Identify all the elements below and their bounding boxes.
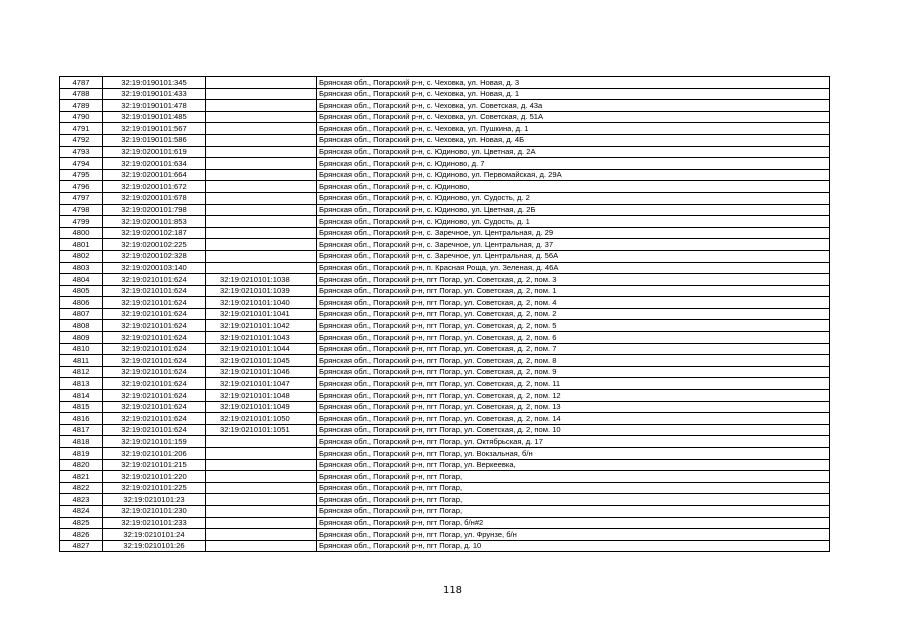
address-cell: Брянская обл., Погарский р-н, п. Красная Роща, ул. Зеленая, д. 46А	[317, 262, 830, 274]
cadastral-number-cell: 32:19:0200101:672	[103, 181, 206, 193]
cadastral-number-cell: 32:19:0200102:187	[103, 227, 206, 239]
cadastral-number-cell: 32:19:0190101:345	[103, 77, 206, 89]
room-cadastral-number-cell	[206, 540, 317, 552]
cadastral-number-cell: 32:19:0210101:624	[103, 355, 206, 367]
row-number-cell: 4787	[60, 77, 103, 89]
room-cadastral-number-cell: 32:19:0210101:1051	[206, 424, 317, 436]
row-number-cell: 4827	[60, 540, 103, 552]
address-cell: Брянская обл., Погарский р-н, с. Заречное, ул. Центральная, д. 29	[317, 227, 830, 239]
cadastral-number-cell: 32:19:0210101:624	[103, 424, 206, 436]
row-number-cell: 4788	[60, 88, 103, 100]
row-number-cell: 4809	[60, 332, 103, 344]
row-number-cell: 4800	[60, 227, 103, 239]
row-number-cell: 4817	[60, 424, 103, 436]
row-number-cell: 4808	[60, 320, 103, 332]
cadastral-number-cell: 32:19:0210101:24	[103, 529, 206, 541]
room-cadastral-number-cell	[206, 239, 317, 251]
room-cadastral-number-cell	[206, 517, 317, 529]
cadastral-number-cell: 32:19:0210101:225	[103, 482, 206, 494]
cadastral-number-cell: 32:19:0200102:225	[103, 239, 206, 251]
table-row	[60, 250, 830, 262]
row-number-cell: 4807	[60, 308, 103, 320]
room-cadastral-number-cell	[206, 111, 317, 123]
row-number-cell: 4806	[60, 297, 103, 309]
address-cell: Брянская обл., Погарский р-н, пгт Погар, д. 10	[317, 540, 830, 552]
address-cell: Брянская обл., Погарский р-н, с. Юдиново, ул. Первомайская, д. 29А	[317, 169, 830, 181]
address-cell: Брянская обл., Погарский р-н, пгт Погар,	[317, 482, 830, 494]
cadastral-number-cell: 32:19:0210101:624	[103, 332, 206, 344]
row-number-cell: 4795	[60, 169, 103, 181]
table-row	[60, 181, 830, 193]
table-row	[60, 332, 830, 344]
row-number-cell: 4803	[60, 262, 103, 274]
row-number-cell: 4789	[60, 100, 103, 112]
address-cell: Брянская обл., Погарский р-н, с. Юдиново,	[317, 181, 830, 193]
cadastral-number-cell: 32:19:0200101:853	[103, 216, 206, 228]
address-cell: Брянская обл., Погарский р-н, пгт Погар, ул. Советская, д. 2, пом. 6	[317, 332, 830, 344]
row-number-cell: 4824	[60, 505, 103, 517]
room-cadastral-number-cell: 32:19:0210101:1044	[206, 343, 317, 355]
room-cadastral-number-cell	[206, 227, 317, 239]
row-number-cell: 4825	[60, 517, 103, 529]
room-cadastral-number-cell	[206, 448, 317, 460]
cadastral-number-cell: 32:19:0190101:433	[103, 88, 206, 100]
address-cell: Брянская обл., Погарский р-н, пгт Погар, ул. Советская, д. 2, пом. 14	[317, 413, 830, 425]
table-row	[60, 540, 830, 552]
room-cadastral-number-cell	[206, 216, 317, 228]
address-cell: Брянская обл., Погарский р-н, пгт Погар, б/н#2	[317, 517, 830, 529]
table-row	[60, 134, 830, 146]
cadastral-number-cell: 32:19:0210101:215	[103, 459, 206, 471]
table-row	[60, 285, 830, 297]
room-cadastral-number-cell	[206, 77, 317, 89]
cadastral-number-cell: 32:19:0190101:485	[103, 111, 206, 123]
cadastral-number-cell: 32:19:0210101:26	[103, 540, 206, 552]
row-number-cell: 4821	[60, 471, 103, 483]
address-cell: Брянская обл., Погарский р-н, пгт Погар, ул. Советская, д. 2, пом. 13	[317, 401, 830, 413]
row-number-cell: 4796	[60, 181, 103, 193]
address-cell: Брянская обл., Погарский р-н, пгт Погар,	[317, 494, 830, 506]
address-cell: Брянская обл., Погарский р-н, пгт Погар,	[317, 471, 830, 483]
address-cell: Брянская обл., Погарский р-н, пгт Погар, ул. Советская, д. 2, пом. 4	[317, 297, 830, 309]
address-cell: Брянская обл., Погарский р-н, с. Юдиново, ул. Судость, д. 1	[317, 216, 830, 228]
table-row	[60, 459, 830, 471]
table-row	[60, 505, 830, 517]
room-cadastral-number-cell	[206, 123, 317, 135]
address-cell: Брянская обл., Погарский р-н, с. Заречное, ул. Центральная, д. 37	[317, 239, 830, 251]
table-row	[60, 111, 830, 123]
row-number-cell: 4801	[60, 239, 103, 251]
cadastral-number-cell: 32:19:0200101:678	[103, 192, 206, 204]
row-number-cell: 4813	[60, 378, 103, 390]
cadastral-number-cell: 32:19:0210101:624	[103, 308, 206, 320]
page-number: 118	[442, 585, 463, 596]
table-row	[60, 227, 830, 239]
room-cadastral-number-cell	[206, 482, 317, 494]
table-row	[60, 366, 830, 378]
room-cadastral-number-cell	[206, 192, 317, 204]
address-cell: Брянская обл., Погарский р-н, с. Чеховка, ул. Новая, д. 1	[317, 88, 830, 100]
cadastral-number-cell: 32:19:0190101:478	[103, 100, 206, 112]
table-row	[60, 123, 830, 135]
cadastral-number-cell: 32:19:0200103:140	[103, 262, 206, 274]
cadastral-number-cell: 32:19:0200102:328	[103, 250, 206, 262]
table-row	[60, 216, 830, 228]
table-row	[60, 401, 830, 413]
room-cadastral-number-cell	[206, 204, 317, 216]
room-cadastral-number-cell: 32:19:0210101:1039	[206, 285, 317, 297]
table-row	[60, 158, 830, 170]
table-row	[60, 308, 830, 320]
table-row	[60, 378, 830, 390]
registry-table-body	[60, 77, 830, 552]
address-cell: Брянская обл., Погарский р-н, пгт Погар, ул. Советская, д. 2, пом. 1	[317, 285, 830, 297]
address-cell: Брянская обл., Погарский р-н, пгт Погар, ул. Советская, д. 2, пом. 9	[317, 366, 830, 378]
cadastral-number-cell: 32:19:0190101:586	[103, 134, 206, 146]
row-number-cell: 4816	[60, 413, 103, 425]
cadastral-number-cell: 32:19:0210101:23	[103, 494, 206, 506]
room-cadastral-number-cell: 32:19:0210101:1041	[206, 308, 317, 320]
table-row	[60, 436, 830, 448]
row-number-cell: 4791	[60, 123, 103, 135]
table-row	[60, 146, 830, 158]
table-row	[60, 471, 830, 483]
cadastral-number-cell: 32:19:0210101:624	[103, 413, 206, 425]
cadastral-number-cell: 32:19:0210101:624	[103, 274, 206, 286]
room-cadastral-number-cell: 32:19:0210101:1038	[206, 274, 317, 286]
cadastral-number-cell: 32:19:0200101:798	[103, 204, 206, 216]
row-number-cell: 4826	[60, 529, 103, 541]
cadastral-number-cell: 32:19:0210101:230	[103, 505, 206, 517]
cadastral-number-cell: 32:19:0210101:624	[103, 297, 206, 309]
table-row	[60, 482, 830, 494]
row-number-cell: 4820	[60, 459, 103, 471]
cadastral-number-cell: 32:19:0210101:624	[103, 366, 206, 378]
table-row	[60, 262, 830, 274]
room-cadastral-number-cell: 32:19:0210101:1043	[206, 332, 317, 344]
row-number-cell: 4819	[60, 448, 103, 460]
row-number-cell: 4797	[60, 192, 103, 204]
row-number-cell: 4804	[60, 274, 103, 286]
table-row	[60, 413, 830, 425]
room-cadastral-number-cell: 32:19:0210101:1047	[206, 378, 317, 390]
row-number-cell: 4799	[60, 216, 103, 228]
table-row	[60, 169, 830, 181]
room-cadastral-number-cell	[206, 262, 317, 274]
address-cell: Брянская обл., Погарский р-н, пгт Погар, ул. Вокзальная, б/н	[317, 448, 830, 460]
room-cadastral-number-cell	[206, 146, 317, 158]
table-row	[60, 390, 830, 402]
address-cell: Брянская обл., Погарский р-н, пгт Погар,	[317, 505, 830, 517]
table-row	[60, 343, 830, 355]
table-row	[60, 494, 830, 506]
address-cell: Брянская обл., Погарский р-н, пгт Погар, ул. Советская, д. 2, пом. 5	[317, 320, 830, 332]
address-cell: Брянская обл., Погарский р-н, с. Чеховка, ул. Новая, д. 3	[317, 77, 830, 89]
row-number-cell: 4802	[60, 250, 103, 262]
table-row	[60, 77, 830, 89]
room-cadastral-number-cell: 32:19:0210101:1048	[206, 390, 317, 402]
table-row	[60, 239, 830, 251]
cadastral-number-cell: 32:19:0210101:220	[103, 471, 206, 483]
row-number-cell: 4822	[60, 482, 103, 494]
address-cell: Брянская обл., Погарский р-н, пгт Погар, ул. Веркеевка,	[317, 459, 830, 471]
room-cadastral-number-cell	[206, 158, 317, 170]
table-row	[60, 448, 830, 460]
room-cadastral-number-cell	[206, 134, 317, 146]
room-cadastral-number-cell: 32:19:0210101:1049	[206, 401, 317, 413]
row-number-cell: 4793	[60, 146, 103, 158]
address-cell: Брянская обл., Погарский р-н, пгт Погар, ул. Советская, д. 2, пом. 3	[317, 274, 830, 286]
cadastral-number-cell: 32:19:0200101:634	[103, 158, 206, 170]
room-cadastral-number-cell	[206, 100, 317, 112]
cadastral-number-cell: 32:19:0210101:233	[103, 517, 206, 529]
address-cell: Брянская обл., Погарский р-н, пгт Погар, ул. Фрунзе, б/н	[317, 529, 830, 541]
cadastral-number-cell: 32:19:0210101:624	[103, 320, 206, 332]
cadastral-number-cell: 32:19:0210101:624	[103, 343, 206, 355]
table-row	[60, 297, 830, 309]
address-cell: Брянская обл., Погарский р-н, с. Чеховка, ул. Советская, д. 51А	[317, 111, 830, 123]
room-cadastral-number-cell: 32:19:0210101:1045	[206, 355, 317, 367]
address-cell: Брянская обл., Погарский р-н, с. Заречное, ул. Центральная, д. 56А	[317, 250, 830, 262]
address-cell: Брянская обл., Погарский р-н, пгт Погар, ул. Советская, д. 2, пом. 11	[317, 378, 830, 390]
cadastral-number-cell: 32:19:0210101:624	[103, 285, 206, 297]
row-number-cell: 4810	[60, 343, 103, 355]
address-cell: Брянская обл., Погарский р-н, пгт Погар, ул. Советская, д. 2, пом. 10	[317, 424, 830, 436]
table-row	[60, 320, 830, 332]
room-cadastral-number-cell	[206, 181, 317, 193]
address-cell: Брянская обл., Погарский р-н, с. Чеховка, ул. Новая, д. 4Б	[317, 134, 830, 146]
cadastral-number-cell: 32:19:0200101:664	[103, 169, 206, 181]
room-cadastral-number-cell: 32:19:0210101:1050	[206, 413, 317, 425]
row-number-cell: 4811	[60, 355, 103, 367]
row-number-cell: 4805	[60, 285, 103, 297]
address-cell: Брянская обл., Погарский р-н, пгт Погар, ул. Советская, д. 2, пом. 2	[317, 308, 830, 320]
room-cadastral-number-cell	[206, 529, 317, 541]
address-cell: Брянская обл., Погарский р-н, пгт Погар, ул. Советская, д. 2, пом. 7	[317, 343, 830, 355]
address-cell: Брянская обл., Погарский р-н, с. Юдиново, д. 7	[317, 158, 830, 170]
room-cadastral-number-cell: 32:19:0210101:1042	[206, 320, 317, 332]
address-cell: Брянская обл., Погарский р-н, с. Юдиново, ул. Цветная, д. 2Б	[317, 204, 830, 216]
address-cell: Брянская обл., Погарский р-н, пгт Погар, ул. Советская, д. 2, пом. 8	[317, 355, 830, 367]
room-cadastral-number-cell	[206, 459, 317, 471]
room-cadastral-number-cell	[206, 436, 317, 448]
row-number-cell: 4814	[60, 390, 103, 402]
room-cadastral-number-cell: 32:19:0210101:1046	[206, 366, 317, 378]
address-cell: Брянская обл., Погарский р-н, с. Чеховка, ул. Советская, д. 43а	[317, 100, 830, 112]
table-row	[60, 517, 830, 529]
table-row	[60, 529, 830, 541]
address-cell: Брянская обл., Погарский р-н, с. Юдиново, ул. Судость, д. 2	[317, 192, 830, 204]
address-cell: Брянская обл., Погарский р-н, пгт Погар, ул. Советская, д. 2, пом. 12	[317, 390, 830, 402]
room-cadastral-number-cell	[206, 169, 317, 181]
table-row	[60, 88, 830, 100]
table-row	[60, 100, 830, 112]
room-cadastral-number-cell	[206, 88, 317, 100]
cadastral-number-cell: 32:19:0200101:619	[103, 146, 206, 158]
address-cell: Брянская обл., Погарский р-н, пгт Погар, ул. Октябрьская, д. 17	[317, 436, 830, 448]
address-cell: Брянская обл., Погарский р-н, с. Юдиново, ул. Цветная, д. 2А	[317, 146, 830, 158]
row-number-cell: 4792	[60, 134, 103, 146]
table-row	[60, 274, 830, 286]
table-row	[60, 204, 830, 216]
cadastral-number-cell: 32:19:0190101:567	[103, 123, 206, 135]
cadastral-number-cell: 32:19:0210101:624	[103, 378, 206, 390]
row-number-cell: 4812	[60, 366, 103, 378]
row-number-cell: 4790	[60, 111, 103, 123]
cadastral-number-cell: 32:19:0210101:159	[103, 436, 206, 448]
row-number-cell: 4818	[60, 436, 103, 448]
room-cadastral-number-cell	[206, 250, 317, 262]
cadastral-number-cell: 32:19:0210101:624	[103, 390, 206, 402]
registry-table	[59, 76, 830, 552]
room-cadastral-number-cell	[206, 494, 317, 506]
cadastral-number-cell: 32:19:0210101:206	[103, 448, 206, 460]
table-row	[60, 424, 830, 436]
row-number-cell: 4815	[60, 401, 103, 413]
table-row	[60, 355, 830, 367]
address-cell: Брянская обл., Погарский р-н, с. Чеховка, ул. Пушкина, д. 1	[317, 123, 830, 135]
cadastral-number-cell: 32:19:0210101:624	[103, 401, 206, 413]
room-cadastral-number-cell	[206, 505, 317, 517]
row-number-cell: 4794	[60, 158, 103, 170]
room-cadastral-number-cell	[206, 471, 317, 483]
table-row	[60, 192, 830, 204]
row-number-cell: 4798	[60, 204, 103, 216]
room-cadastral-number-cell: 32:19:0210101:1040	[206, 297, 317, 309]
row-number-cell: 4823	[60, 494, 103, 506]
